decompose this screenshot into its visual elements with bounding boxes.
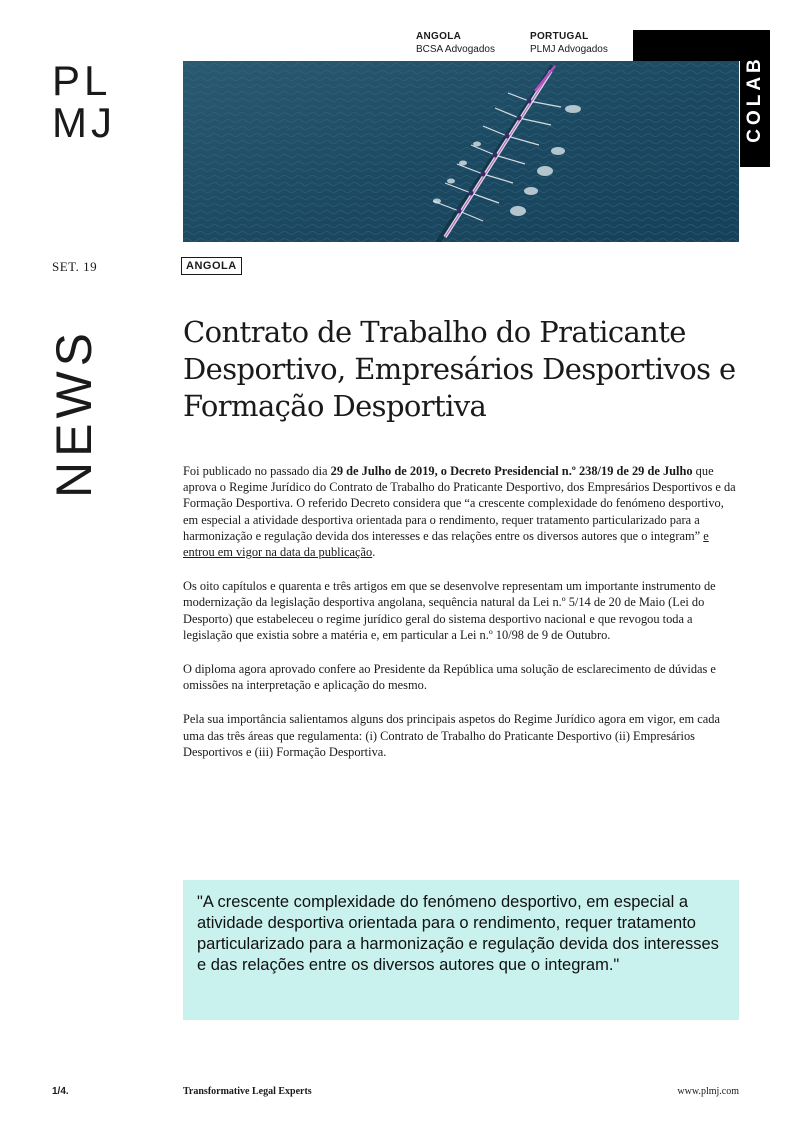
hero-image-rowing-boat [183,61,739,242]
plmj-logo [52,57,132,150]
paragraph-1-end: . [372,545,376,560]
rowing-photo-svg [183,61,739,242]
publication-date: SET. 19 [52,259,98,274]
office-firm: PLMJ Advogados [530,44,608,55]
paragraph-3: O diploma agora aprovado confere ao Presidente da República uma solução de esclarecimento de dúvidas e omissões na interpretação e aplicação do mesmo. [183,662,716,693]
country-tag: ANGOLA [181,257,242,275]
office-portugal [530,30,608,56]
colab-label [740,30,770,167]
footer-tagline: Transformative Legal Experts [183,1086,312,1097]
page-number: 1/4. [52,1086,69,1097]
logo-line-1: PL [52,57,112,104]
pull-quote-text: "A crescente complexidade do fenómeno desportivo, em especial a atividade desportiva orientada para o rendimento, requer tratamento particularizado para a harmonização e regulação devida dos interesses e das relações entre os diversos autores que o integram." [197,893,719,974]
article-title: Contrato de Trabalho do Praticante Desportivo, Empresários Desportivos e Formação Desportiva [183,315,736,423]
pull-quote-box [183,880,739,1020]
logo-line-2: MJ [52,99,116,146]
paragraph-1-underlined: e entrou em vigor na data da publicação [183,528,709,560]
colab-top-bar [633,30,740,61]
office-firm: BCSA Advogados [416,44,495,55]
news-text: NEWS [46,327,102,498]
colab-text: COLAB [744,54,765,143]
paragraph-1 [183,463,739,560]
article-body [183,463,739,778]
paragraph-4: Pela sua importância salientamos alguns dos principais aspetos do Regime Jurídico agora em vigor, em cada uma das três áreas que regulamenta: (i) Contrato de Trabalho do Praticante Desportivo (ii) Empresários Desportivos e (iii) Formação Desportiva. [183,712,720,759]
office-country: ANGOLA [416,31,462,42]
office-country: PORTUGAL [530,31,589,42]
office-angola [416,30,495,56]
paragraph-1-intro: Foi publicado no passado dia [183,464,331,478]
paragraph-1-bold: 29 de Julho de 2019, o Decreto Presidencial n.º 238/19 de 29 de Julho [330,464,693,478]
paragraph-2: Os oito capítulos e quarenta e três artigos em que se desenvolve representam um importante instrumento de modernização da legislação desportiva angolana, sequência natural da Lei n.º 5/14 de 20 de Maio (Lei do Desporto) que estabeleceu o regime jurídico geral do sistema desportivo nacional e que revogou toda a legislação que existia sobre a matéria e, em particular a Lei n.º 10/98 de 9 de Outubro. [183,579,716,642]
footer-url[interactable]: www.plmj.com [677,1086,739,1097]
paragraph-1-mid: que aprova o Regime Jurídico do Contrato de Trabalho do Praticante Desportivo, dos Empresários Desportivos e da Formação Desportiva. O referido Decreto considera que “a crescente complexidade do fenómeno desportivo, em especial a atividade desportiva orientada para o rendimento, requer tratamento particularizado para a harmonização e regulação devida dos interesses e das relações entre os diversos autores que o integram” [183,464,736,543]
news-vertical-label [48,310,100,515]
